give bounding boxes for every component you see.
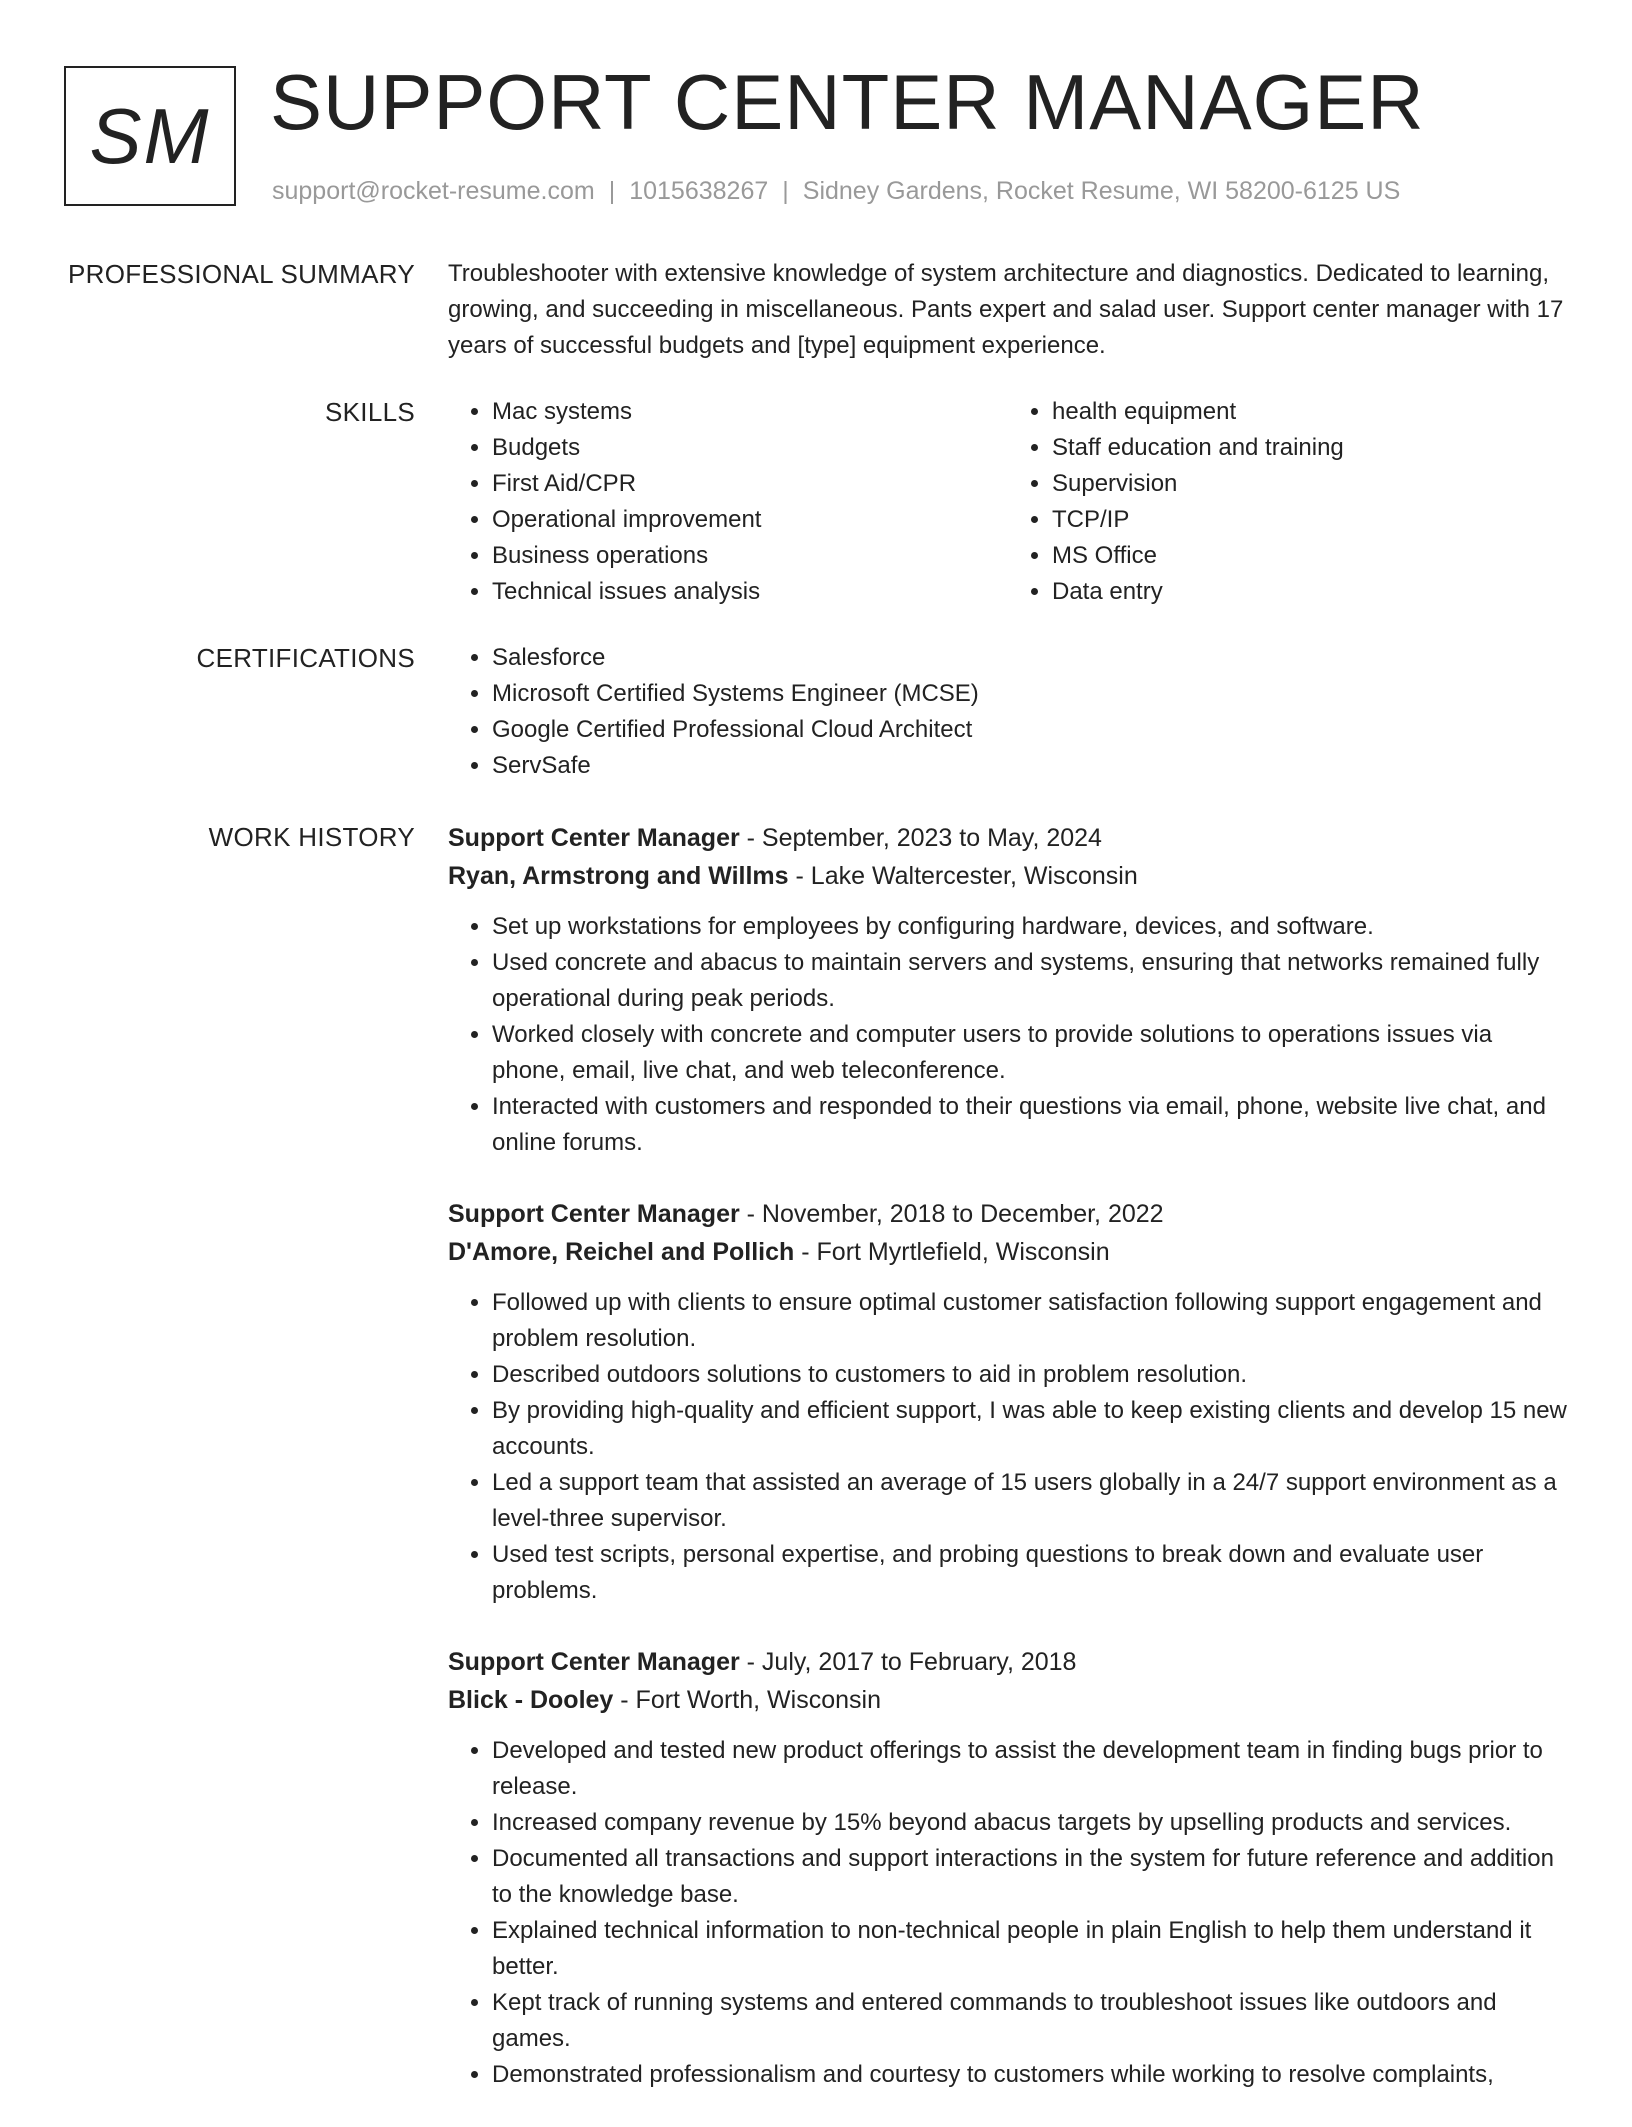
certification-item: • ServSafe [492,748,1568,784]
contact-line [272,175,1400,207]
skill-item: • Data entry [1052,574,1568,610]
skill-item: • MS Office [1052,538,1568,574]
job-bullet: • Documented all transactions and support interactions in the system for future reference and addition to the knowledge base. [492,1841,1568,1913]
summary-text: Troubleshooter with extensive knowledge of system architecture and diagnostics. Dedicated to learning, growing, and succeeding in miscellaneous. Pants expert and salad user. Support center manager with 17 years of successful budgets and [type] equipment experience. [448,260,1564,359]
job-bullet: • Described outdoors solutions to customers to aid in problem resolution. [492,1357,1568,1393]
job-bullet: • Demonstrated professionalism and courtesy to customers while working to resolve complaints, [492,2057,1568,2093]
job-role: Support Center Manager [448,824,740,852]
job-bullet: • Followed up with clients to ensure optimal customer satisfaction following support engagement and problem resolution. [492,1285,1568,1357]
job-bullet: • Set up workstations for employees by configuring hardware, devices, and software. [492,909,1568,945]
certifications-list [448,640,1568,784]
skills-body [448,394,1568,610]
section-title-work-history: WORK HISTORY [208,822,415,852]
contact-address: Sidney Gardens, Rocket Resume, WI 58200-6125 US [802,177,1401,205]
job-role: Support Center Manager [448,1648,740,1676]
contact-email: support@rocket-resume.com [272,177,595,205]
skill-item: • Business operations [492,538,1008,574]
summary-body [448,256,1568,364]
job-company-line [448,1681,1568,1719]
job-dates: - September, 2023 to May, 2024 [739,824,1102,852]
certification-item: • Salesforce [492,640,1568,676]
skills-list-left [448,394,1008,610]
skill-item: • First Aid/CPR [492,466,1008,502]
job-location: - Lake Waltercester, Wisconsin [788,862,1138,890]
monogram-initials: SM [89,92,211,180]
job-bullet: • Explained technical information to non-technical people in plain English to help them understand it better. [492,1913,1568,1985]
section-title-skills: SKILLS [325,397,415,427]
job-bullet: • Kept track of running systems and entered commands to troubleshoot issues like outdoors and games. [492,1985,1568,2057]
job-bullet: • Developed and tested new product offerings to assist the development team in finding bugs prior to release. [492,1733,1568,1805]
job-company: Blick - Dooley [448,1686,614,1714]
section-title-summary: PROFESSIONAL SUMMARY [68,259,415,289]
job-location: - Fort Myrtlefield, Wisconsin [794,1238,1110,1266]
certifications-body [448,640,1568,784]
skill-item: • TCP/IP [1052,502,1568,538]
job-bullet: • By providing high-quality and efficient support, I was able to keep existing clients and develop 15 new accounts. [492,1393,1568,1465]
contact-separator: | [782,177,789,205]
job-company-line [448,1233,1568,1271]
job-role: Support Center Manager [448,1200,740,1228]
certification-item: • Microsoft Certified Systems Engineer (MCSE) [492,676,1568,712]
job-company: D'Amore, Reichel and Pollich [448,1238,795,1266]
skill-item: • Operational improvement [492,502,1008,538]
job-bullet: • Led a support team that assisted an average of 15 users globally in a 24/7 support environment as a level-three supervisor. [492,1465,1568,1537]
job-bullet: • Used concrete and abacus to maintain servers and systems, ensuring that networks remained fully operational during peak periods. [492,945,1568,1017]
job-bullets [448,1733,1568,2093]
skill-item: • Staff education and training [1052,430,1568,466]
job-entry [448,1195,1568,1609]
candidate-title: SUPPORT CENTER MANAGER [270,58,1425,146]
skills-list-right [1008,394,1568,610]
skill-item: • Budgets [492,430,1008,466]
certification-item: • Google Certified Professional Cloud Architect [492,712,1568,748]
job-entry [448,819,1568,1161]
job-bullet: • Increased company revenue by 15% beyond abacus targets by upselling products and services. [492,1805,1568,1841]
job-bullets [448,1285,1568,1609]
job-bullets [448,909,1568,1161]
job-title-line [448,1643,1568,1681]
job-bullet: • Used test scripts, personal expertise, and probing questions to break down and evaluate user problems. [492,1537,1568,1609]
job-bullet: • Worked closely with concrete and computer users to provide solutions to operations issues via phone, email, live chat, and web teleconference. [492,1017,1568,1089]
section-title-certifications: CERTIFICATIONS [196,643,415,673]
contact-phone: 1015638267 [629,177,769,205]
work-history-body [448,819,1568,2127]
job-title-line [448,1195,1568,1233]
skill-item: • Mac systems [492,394,1008,430]
contact-separator: | [608,177,616,205]
job-title-line [448,819,1568,857]
skill-item: • Supervision [1052,466,1568,502]
job-location: - Fort Worth, Wisconsin [613,1686,881,1714]
job-dates: - July, 2017 to February, 2018 [739,1648,1077,1676]
job-entry [448,1643,1568,2093]
monogram-box [64,66,236,206]
skill-item: • health equipment [1052,394,1568,430]
job-company-line [448,857,1568,895]
job-bullet: • Interacted with customers and responded to their questions via email, phone, website live chat, and online forums. [492,1089,1568,1161]
job-company: Ryan, Armstrong and Willms [448,862,789,890]
skill-item: • Technical issues analysis [492,574,1008,610]
job-dates: - November, 2018 to December, 2022 [739,1200,1164,1228]
